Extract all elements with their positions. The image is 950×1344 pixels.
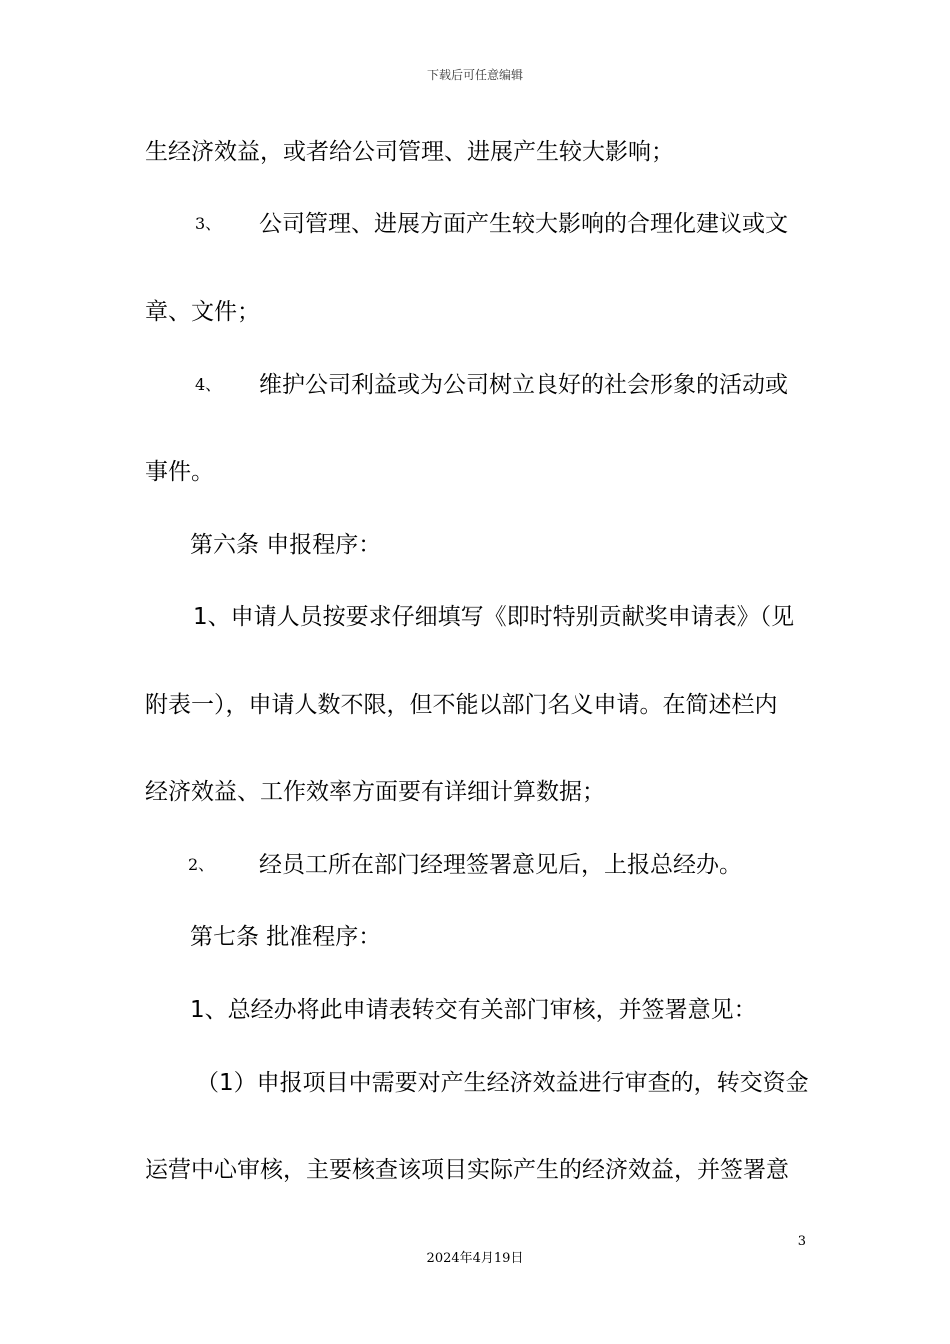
page-header: 下载后可任意编辑 [426, 68, 523, 82]
list-item-text: 经员工所在部门经理签署意见后，上报总经办。 [259, 852, 742, 878]
footer-date: 2024年4月19日 [426, 1251, 524, 1266]
paragraph-line: 经济效益、工作效率方面要有详细计算数据； [145, 779, 605, 805]
paragraph-line: 1、总经办将此申请表转交有关部门审核，并签署意见： [190, 997, 757, 1023]
list-number: 3、 [195, 214, 222, 233]
article-heading: 第六条 申报程序： [190, 532, 382, 558]
paragraph-line: 运营中心审核，主要核查该项目实际产生的经济效益，并签署意 [145, 1157, 789, 1183]
paragraph-line: 附表一），申请人数不限，但不能以部门名义申请。在简述栏内 [145, 692, 778, 718]
page-number: 3 [797, 1234, 806, 1249]
article-heading: 第七条 批准程序： [190, 924, 382, 950]
list-number: 4、 [195, 375, 222, 394]
list-number: 2、 [188, 855, 215, 874]
paragraph-line: 1、申请人员按要求仔细填写《即时特别贡献奖申请表》（见 [193, 604, 795, 630]
list-item-text: 公司管理、进展方面产生较大影响的合理化建议或文 [259, 211, 788, 237]
paragraph-line: 生经济效益，或者给公司管理、进展产生较大影响； [145, 139, 674, 165]
list-item-text: 维护公司利益或为公司树立良好的社会形象的活动或 [259, 372, 788, 398]
paragraph-line: （1）申报项目中需要对产生经济效益进行审查的，转交资金 [196, 1070, 809, 1096]
paragraph-line: 事件。 [145, 459, 214, 485]
paragraph-line: 章、文件； [145, 299, 260, 325]
